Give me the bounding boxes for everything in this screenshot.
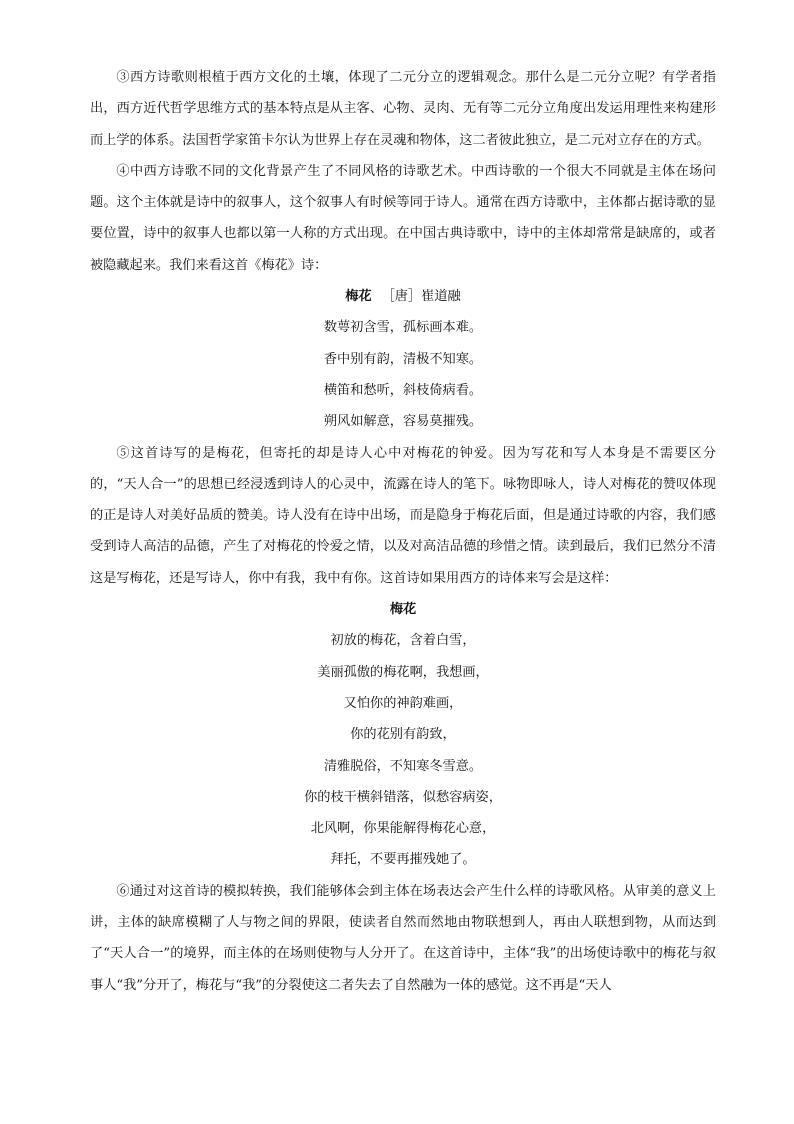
poem-classical-heading (90, 281, 716, 312)
paragraph-5: ⑤这首诗写的是梅花，但寄托的却是诗人心中对梅花的钟爱。因为写花和写人本身是不需要区分的，“天人合一”的思想已经浸透到诗人的心灵中，流露在诗人的笔下。咏物即咏人，诗人对梅花的赞叹体现的正是诗人对美好品质的赞美。诗人没有在诗中出场，而是隐身于梅花后面，但是通过诗歌的内容，我们感受到诗人高洁的品德，产生了对梅花的怜爱之情，以及对高洁品德的珍惜之情。读到最后，我们已然分不清这是写梅花，还是写诗人，你中有我，我中有你。这首诗如果用西方的诗体来写会是这样： (90, 445, 716, 586)
poem-classical-author: ［唐］崔道融 (381, 289, 461, 305)
poem-modern-title: 梅花 (389, 602, 417, 618)
poem-classical-line-1: 数萼初含雪，孤标画本难。 (323, 320, 483, 336)
poem-modern-line-4: 你的花别有韵致， (350, 727, 456, 743)
poem-modern-line-5: 清雅脱俗，不知寒冬雪意。 (323, 758, 483, 774)
poem-modern-line-7: 北风啊，你果能解得梅花心意， (310, 821, 496, 837)
paragraph-3: ③西方诗歌则根植于西方文化的土壤，体现了二元分立的逻辑观念。那什么是二元分立呢？有学者指出，西方近代哲学思维方式的基本特点是从主客、心物、灵肉、无有等二元分立角度出发运用理性来构建形而上学的体系。法国哲学家笛卡尔认为世界上存在灵魂和物体，这二者彼此独立，是二元对立存在的方式。 (90, 70, 716, 148)
paragraph-4: ④中西方诗歌不同的文化背景产生了不同风格的诗歌艺术。中西诗歌的一个很大不同就是主体在场问题。这个主体就是诗中的叙事人，这个叙事人有时候等同于诗人。通常在西方诗歌中，主体都占据诗歌的显要位置，诗中的叙事人也都以第一人称的方式出现。在中国古典诗歌中，诗中的主体却常常是缺席的，或者被隐藏起来。我们来看这首《梅花》诗： (90, 163, 716, 273)
poem-classical-line-3: 横笛和愁听，斜枝倚病看。 (323, 382, 483, 398)
paragraph-6: ⑥通过对这首诗的模拟转换，我们能够体会到主体在场表达会产生什么样的诗歌风格。从审美的意义上讲，主体的缺席模糊了人与物之间的界限，使读者自然而然地由物联想到人，再由人联想到物，从而达到了“天人合一”的境界，而主体的在场则使物与人分开了。在这首诗中，主体“我”的出场使诗歌中的梅花与叙事人“我”分开了，梅花与“我”的分裂使这二者失去了自然融为一体的感觉。这不再是“天人 (90, 883, 716, 993)
poem-classical (90, 281, 716, 437)
poem-classical-line-4: 朔风如解意，容易莫摧残。 (323, 414, 483, 430)
poem-modern-line-8: 拜托，不要再摧残她了。 (330, 852, 476, 868)
poem-modern-line-6: 你的枝干横斜错落，似愁容病姿， (304, 789, 502, 805)
poem-modern-line-3: 又怕你的神韵难画， (343, 695, 463, 711)
poem-modern-line-2: 美丽孤傲的梅花啊，我想画， (317, 664, 489, 680)
article-body (90, 62, 716, 1001)
poem-classical-title: 梅花 (345, 289, 372, 305)
poem-modern (90, 594, 716, 876)
poem-classical-line-2: 香中别有韵，清极不知寒。 (323, 351, 483, 367)
poem-modern-line-1: 初放的梅花，含着白雪， (330, 633, 476, 649)
